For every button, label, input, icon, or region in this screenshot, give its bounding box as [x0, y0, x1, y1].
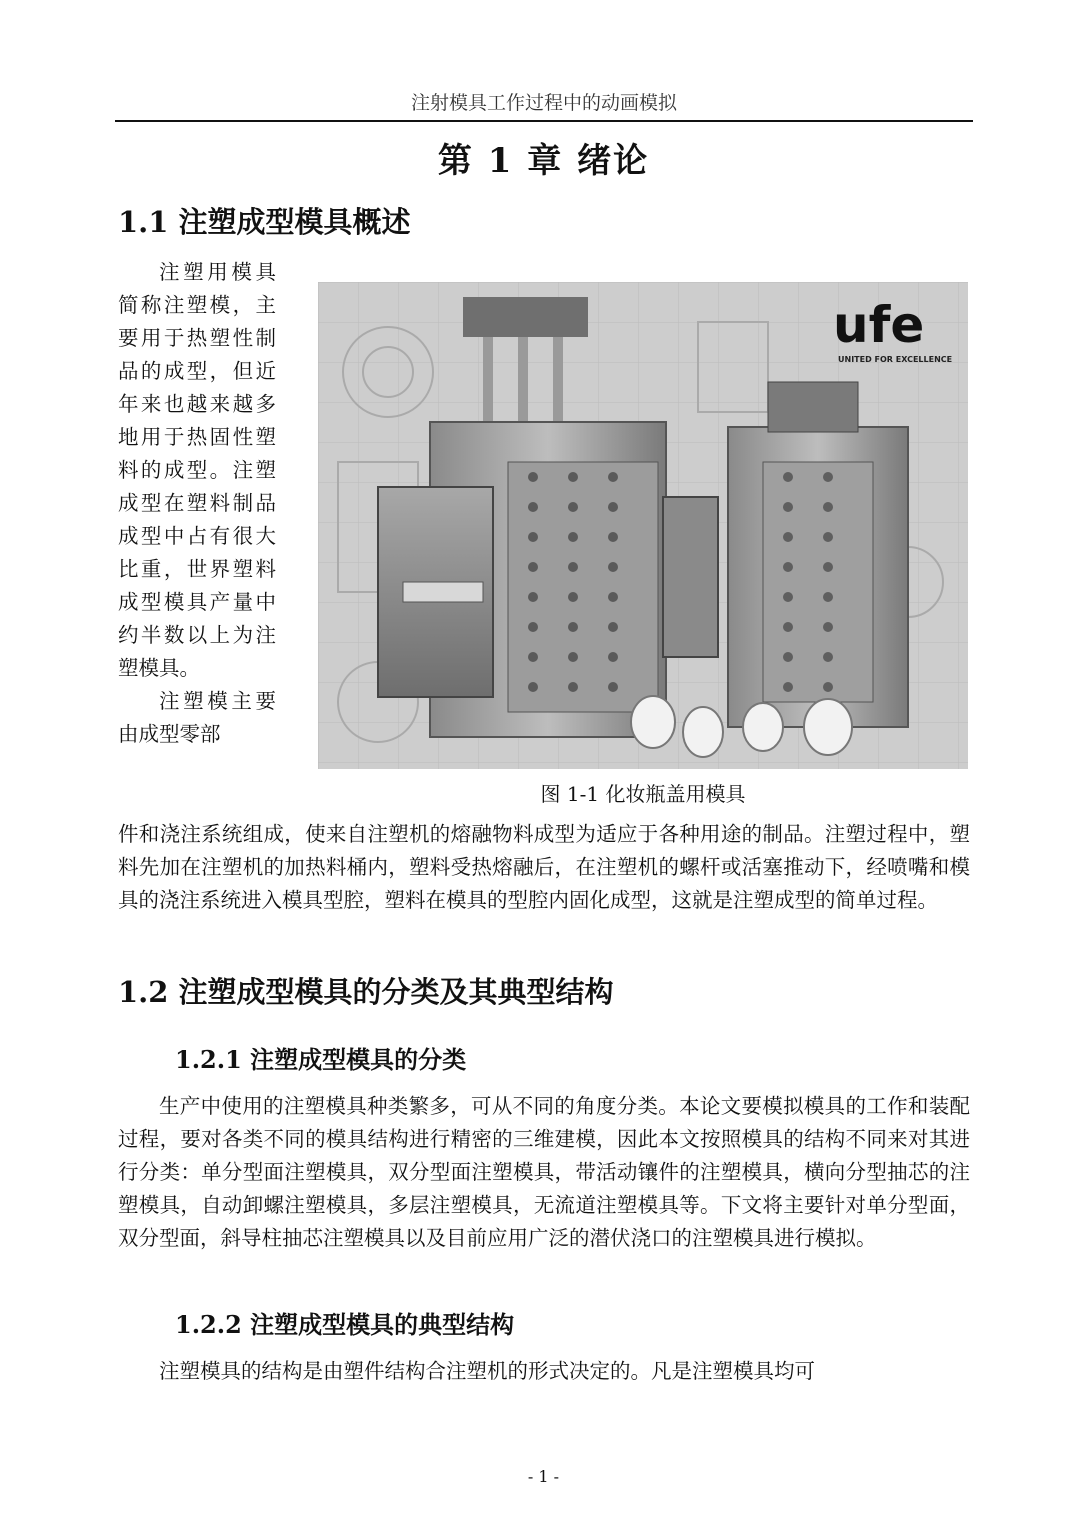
paragraph-classification: 生产中使用的注塑模具种类繁多，可从不同的角度分类。本论文要模拟模具的工作和装配过程，要对各类不同的模具结构进行精密的三维建模，因此本文按照模具的结构不同来对其进行分类：单分型面注塑模具，双分型面注塑模具，带活动镶件的注塑模具，横向分型抽芯的注塑模具，自动卸螺注塑模具，多层注塑模具，无流道注塑模具等。下文将主要针对单分型面，双分型面，斜导柱抽芯注塑模具以及目前应用广泛的潜伏浇口的注塑模具进行模拟。 [118, 1094, 970, 1250]
figure-mold-photo [318, 282, 968, 769]
paragraph-continued: 件和浇注系统组成，使来自注塑机的熔融物料成型为适应于各种用途的制品。注塑过程中，塑料先加在注塑机的加热料桶内，塑料受热熔融后，在注塑机的螺杆或活塞推动下，经喷嘴和模具的浇注系统进入模具型腔，塑料在模具的型腔内固化成型，这就是注塑成型的简单过程。 [118, 822, 970, 912]
page-number: - 1 - [527, 1467, 560, 1486]
mold-illustration [318, 282, 968, 769]
chapter-title: 第 1 章 绪论 [437, 141, 650, 181]
paragraph-structure-start: 注塑模主要由成型零部 [118, 689, 276, 746]
section-heading-1-1: 1.1 注塑成型模具概述 [118, 205, 411, 239]
figure-caption: 图 1-1 化妆瓶盖用模具 [540, 782, 746, 806]
subsection-heading-1-2-2: 1.2.2 注塑成型模具的典型结构 [175, 1310, 515, 1339]
running-header: 注射模具工作过程中的动画模拟 [115, 86, 973, 122]
paragraph-structure: 注塑模具的结构是由塑件结构合注塑机的形式决定的。凡是注塑模具均可 [159, 1359, 815, 1383]
wrapped-paragraph [118, 256, 276, 751]
section-heading-1-2: 1.2 注塑成型模具的分类及其典型结构 [118, 975, 614, 1009]
subsection-heading-1-2-1: 1.2.1 注塑成型模具的分类 [175, 1045, 467, 1074]
paragraph-intro: 注塑用模具简称注塑模，主要用于热塑性制品的成型，但近年来也越来越多地用于热固性塑料的成型。注塑成型在塑料制品成型中占有很大比重，世界塑料成型模具产量中约半数以上为注塑模具。 [118, 260, 276, 680]
svg-text:UNITED FOR EXCELLENCE: UNITED FOR EXCELLENCE [838, 355, 953, 364]
ufe-logo: ufe [833, 296, 925, 354]
